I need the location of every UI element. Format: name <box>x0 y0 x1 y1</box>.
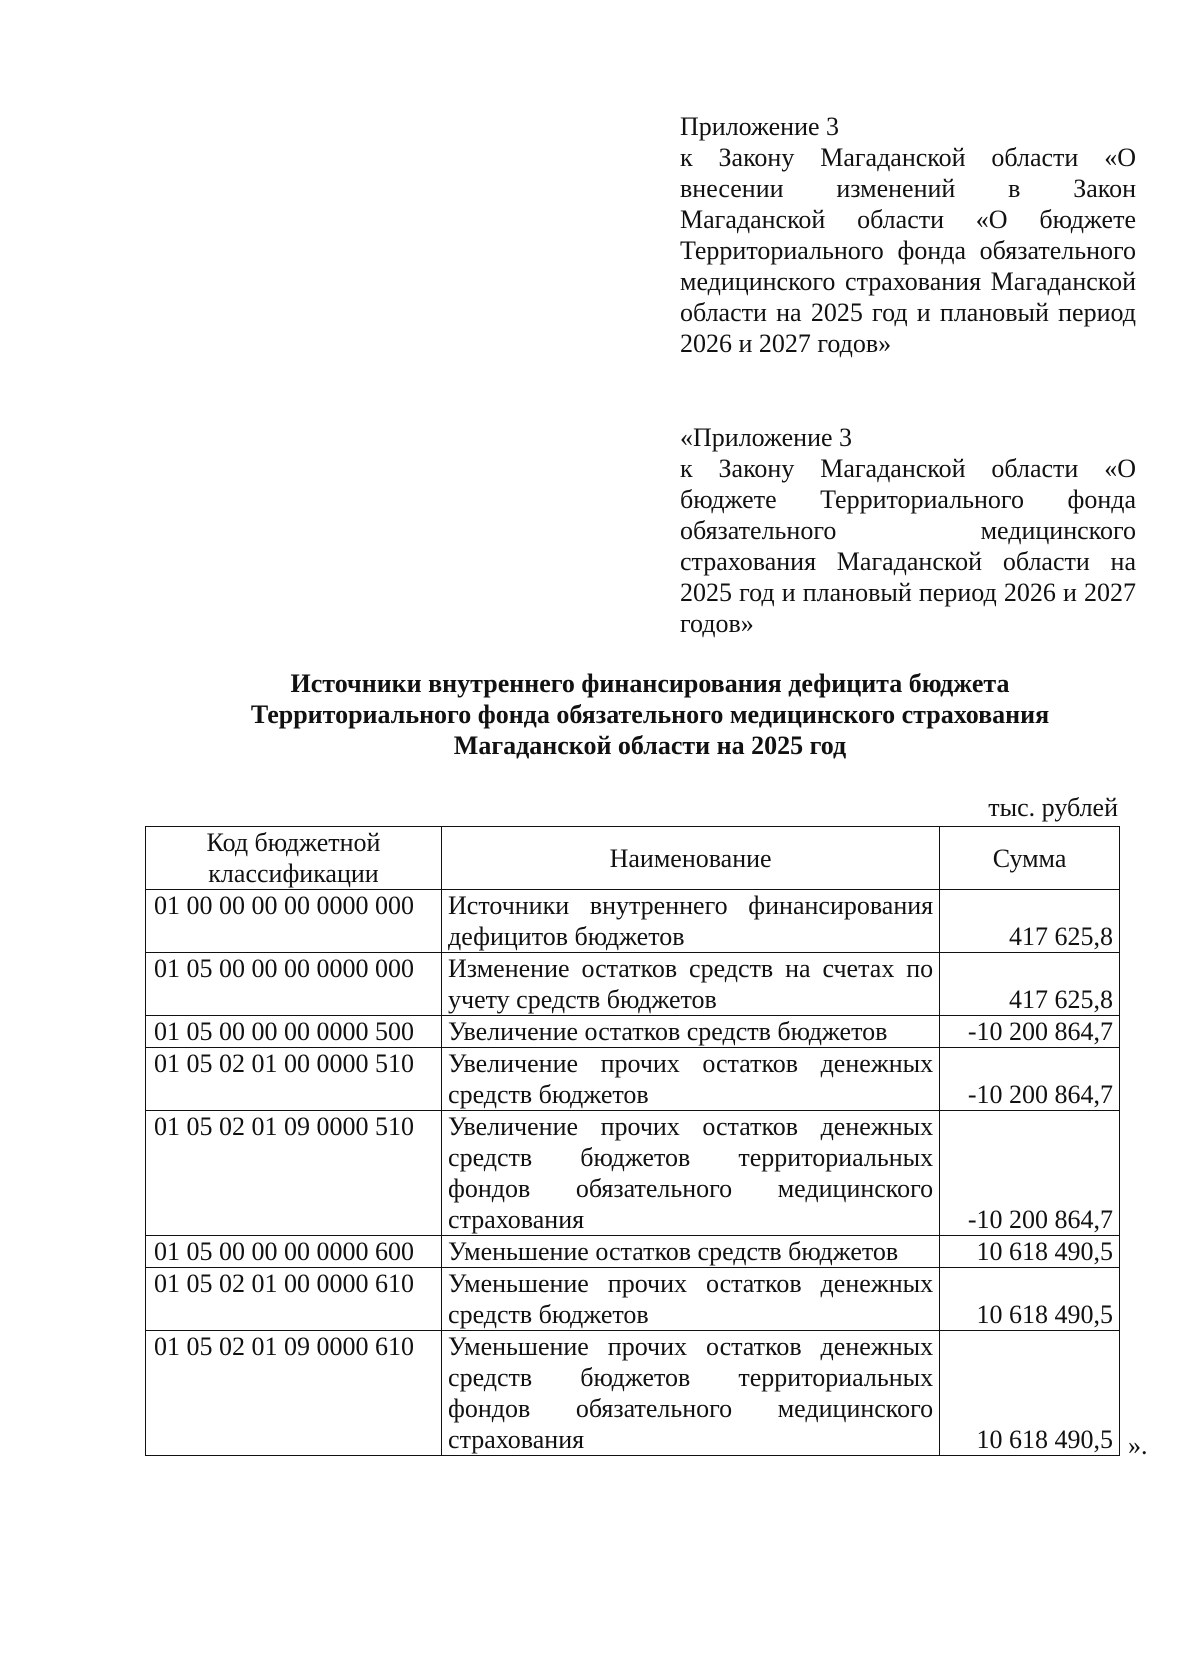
header-name: Наименование <box>442 827 940 890</box>
title-line-3: Магаданской области на 2025 год <box>453 731 847 760</box>
row-code: 01 05 02 01 00 0000 510 <box>146 1048 442 1111</box>
row-amount: 417 625,8 <box>940 890 1120 953</box>
row-name: Уменьшение прочих остатков денежных средств бюджетов территориальных фондов обязательного медицинского страхования <box>442 1331 940 1456</box>
row-amount: 10 618 490,5 <box>940 1268 1120 1331</box>
appendix-heading: Приложение 3 <box>680 112 840 141</box>
financing-sources-table <box>145 826 1120 1456</box>
row-code: 01 05 02 01 00 0000 610 <box>146 1268 442 1331</box>
row-name: Источники внутреннего финансирования дефицитов бюджетов <box>442 890 940 953</box>
row-amount: 10 618 490,5 <box>940 1236 1120 1268</box>
row-amount: -10 200 864,7 <box>940 1111 1120 1236</box>
row-name: Увеличение прочих остатков денежных средств бюджетов <box>442 1048 940 1111</box>
title-line-1: Источники внутреннего финансирования дефицита бюджета <box>290 669 1010 698</box>
document-title <box>140 668 1160 761</box>
table-row <box>146 1016 1120 1048</box>
units-label: тыс. рублей <box>988 793 1118 822</box>
table-row <box>146 1268 1120 1331</box>
row-code: 01 05 00 00 00 0000 500 <box>146 1016 442 1048</box>
appendix-text: к Закону Магаданской области «О внесении изменений в Закон Магаданской области «О бюджете Территориального фонда обязательного медицинского страхования Магаданской области на 2025 год и плановый период 2026 и 2027 годов» <box>680 143 1136 358</box>
table-row <box>146 1048 1120 1111</box>
appendix-text: к Закону Магаданской области «О бюджете Территориального фонда обязательного медицинского страхования Магаданской области на 2025 год и плановый период 2026 и 2027 годов» <box>680 454 1136 638</box>
row-amount: -10 200 864,7 <box>940 1016 1120 1048</box>
row-name: Увеличение остатков средств бюджетов <box>442 1016 940 1048</box>
row-name: Уменьшение прочих остатков денежных средств бюджетов <box>442 1268 940 1331</box>
table-row <box>146 890 1120 953</box>
appendix-block-budget-law <box>680 422 1136 639</box>
title-line-2: Территориального фонда обязательного медицинского страхования <box>250 700 1050 729</box>
row-name: Изменение остатков средств на счетах по учету средств бюджетов <box>442 953 940 1016</box>
row-code: 01 00 00 00 00 0000 000 <box>146 890 442 953</box>
appendix-block-amending-law <box>680 111 1136 359</box>
table-row <box>146 1236 1120 1268</box>
table-row <box>146 1111 1120 1236</box>
table-row <box>146 953 1120 1016</box>
appendix-heading: «Приложение 3 <box>680 423 853 452</box>
row-amount: -10 200 864,7 <box>940 1048 1120 1111</box>
row-code: 01 05 02 01 09 0000 510 <box>146 1111 442 1236</box>
closing-quote-mark: ». <box>1128 1431 1148 1460</box>
row-name: Увеличение прочих остатков денежных средств бюджетов территориальных фондов обязательного медицинского страхования <box>442 1111 940 1236</box>
row-amount: 417 625,8 <box>940 953 1120 1016</box>
row-amount: 10 618 490,5 <box>940 1331 1120 1456</box>
row-code: 01 05 02 01 09 0000 610 <box>146 1331 442 1456</box>
row-code: 01 05 00 00 00 0000 000 <box>146 953 442 1016</box>
table-row <box>146 1331 1120 1456</box>
row-code: 01 05 00 00 00 0000 600 <box>146 1236 442 1268</box>
header-code: Код бюджетной классификации <box>146 827 442 890</box>
header-amount: Сумма <box>940 827 1120 890</box>
row-name: Уменьшение остатков средств бюджетов <box>442 1236 940 1268</box>
table-header-row <box>146 827 1120 890</box>
